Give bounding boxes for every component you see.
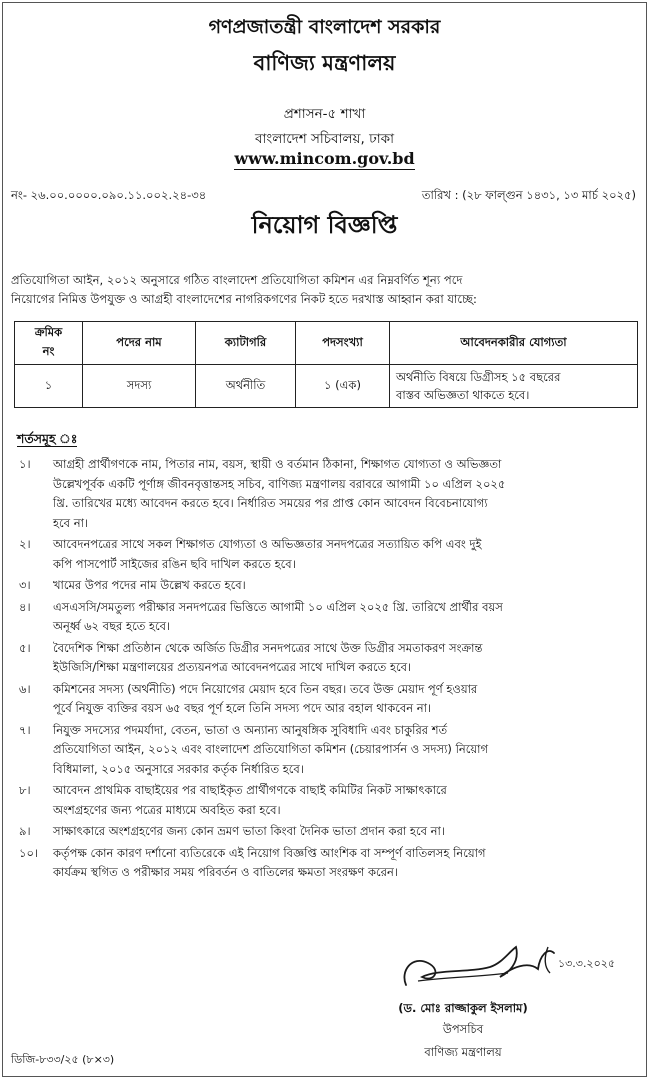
condition-text-line: আগ্রহী প্রার্থীগণকে নাম, পিতার নাম, বয়স, স্থায়ী ও বর্তমান ঠিকানা, শিক্ষাগত যোগ্যতা ও অভিজ্ঞতা (53, 457, 502, 471)
cell-post-name: সদস্য (83, 365, 196, 408)
conditions-list (3, 455, 648, 885)
condition-text-line: হবে না। (53, 515, 89, 530)
cell-category: অর্থনীতি (196, 365, 296, 408)
condition-item (3, 455, 648, 533)
condition-text-line: ইউজিসি/শিক্ষা মন্ত্রণালয়ের প্রত্যয়নপত্র আবেদনপত্রের সাথে দাখিল করতে হবে। (53, 660, 412, 674)
condition-text-line: বিধিমালা, ২০১৫ অনুসারে সরকার কর্তৃক নির্ধারিত হবে। (53, 761, 304, 776)
table-row (15, 365, 638, 408)
condition-text-line: কর্তৃপক্ষ কোন কারণ দর্শানো ব্যতিরেকে এই নিয়োগ বিজ্ঞপ্তি আংশিক বা সম্পূর্ণ বাতিলসহ নিয়োগ (53, 845, 486, 860)
header-category: ক্যাটাগরি (196, 322, 296, 365)
condition-text-line: কপি পাসপোর্ট সাইজের রঙিন ছবি দাখিল করতে হবে। (53, 556, 296, 571)
condition-text-line: উল্লেখপূর্বক একটি পূর্ণাঙ্গ জীবনবৃত্তান্তসহ সচিব, বাণিজ্য মন্ত্রণালয় বরাবরে আগামী ১০ এপ্রিল ২০২৫ (53, 476, 506, 491)
notice-title: নিয়োগ বিজ্ঞপ্তি (251, 211, 398, 239)
condition-text-line: খ্রি. তারিখের মধ্যে আবেদন করতে হবে। নির্ধারিত সময়ের পর প্রাপ্ত কোন আবেদন বিবেচনাযোগ্য (53, 496, 488, 510)
condition-item (3, 844, 648, 883)
condition-item (3, 822, 648, 842)
condition-number: ১। (19, 457, 31, 471)
header-serial: ক্রমিক নং (15, 322, 83, 365)
condition-text-line: কার্যক্রম স্থগিত ও পরীক্ষার সময় পরিবর্তন ও বাতিলের ক্ষমতা সংরক্ষণ করেন। (53, 865, 398, 879)
condition-item (3, 721, 648, 780)
condition-item (3, 576, 648, 596)
condition-text-line: অংশগ্রহণের জন্য পত্রের মাধ্যমে অবহিত করা হবে। (53, 802, 281, 817)
condition-text-line: পূর্বে নিযুক্ত ব্যক্তির বয়স ৬৫ বছর পূর্ণ হলে তিনি সদস্য পদে আর বহাল থাকবেন না। (53, 701, 432, 715)
condition-item (3, 781, 648, 820)
intro-line: নিয়োগের নিমিত্ত উপযুক্ত ও আগ্রহী বাংলাদেশের নাগরিকগণের নিকট হতে দরখাস্ত আহ্বান করা যাচ্ছে: (11, 292, 477, 306)
condition-text-line: আবেদন প্রাথমিক বাছাইয়ের পর বাছাইকৃত প্রার্থীগণকে বাছাই কমিটির নিকট সাক্ষাৎকারে (53, 783, 447, 797)
condition-item (3, 639, 648, 678)
condition-number: ৭। (19, 722, 31, 737)
intro-line: প্রতিযোগিতা আইন, ২০১২ অনুসারে গঠিত বাংলাদেশ প্রতিযোগিতা কমিশন এর নিম্নবর্ণিত শূন্য পদে (11, 273, 463, 287)
condition-text-line: এসএসসি/সমতুল্য পরীক্ষার সনদপত্রের ভিত্তিতে আগামী ১০ এপ্রিল ২০২৫ খ্রি. তারিখে প্রার্থীর বয়স (53, 599, 503, 614)
header-post-name: পদের নাম (83, 322, 196, 365)
condition-number: ৪। (19, 599, 31, 614)
signatory-designation: উপসচিব (442, 1022, 484, 1036)
condition-item (3, 680, 648, 719)
condition-text-line: সাক্ষাৎকারে অংশগ্রহণের জন্য কোন ভ্রমণ ভাতা কিংবা দৈনিক ভাতা প্রদান করা হবে না। (53, 824, 445, 838)
website-link[interactable] (3, 149, 646, 168)
ministry-title: বাণিজ্য মন্ত্রণালয় (253, 51, 396, 75)
notice-date: তারিখ : (২৮ ফাল্গুন ১৪৩১, ১৩ মার্চ ২০২৫) (421, 188, 636, 202)
cell-serial: ১ (15, 365, 83, 408)
footer-code: ডিজি-৮৩৩/২৫ (৮×৩) (11, 1053, 115, 1066)
cell-qualification: অর্থনীতি বিষয়ে ডিগ্রীসহ ১৫ বছরের বাস্তব অভিজ্ঞতা থাকতে হবে। (390, 365, 638, 408)
condition-number: ১০। (19, 845, 39, 860)
condition-number: ৩। (19, 578, 31, 592)
condition-text-line: বৈদেশিক শিক্ষা প্রতিষ্ঠান থেকে অর্জিত ডিগ্রীর সনদপত্রের সাথে উক্ত ডিগ্রীর সমতাকরণ সংক্রান্ত (53, 640, 483, 655)
section-name: প্রশাসন-৫ শাখা (283, 106, 366, 122)
condition-number: ৯। (19, 824, 31, 838)
notice-page (2, 2, 647, 1077)
condition-number: ৬। (19, 681, 31, 696)
conditions-heading: শর্তসমূহ ঃ (17, 431, 78, 446)
vacancy-table (14, 321, 638, 408)
signatory-name: (ড. মোঃ রাজ্জাকুল ইসলাম) (398, 1001, 528, 1015)
intro-paragraph (11, 271, 641, 309)
condition-text-line: কমিশনের সদস্য (অর্থনীতি) পদে নিয়োগের মেয়াদ হবে তিন বছর। তবে উক্ত মেয়াদ পূর্ণ হওয়ার (53, 681, 478, 696)
condition-text-line: প্রতিযোগিতা আইন, ২০১২ এবং বাংলাদেশ প্রতিযোগিতা কমিশন (চেয়ারপার্সন ও সদস্য) নিয়োগ (53, 742, 488, 756)
header-post-count: পদসংখ্যা (296, 322, 390, 365)
memo-number: নং- ২৬.০০.০০০০.০৯০.১১.০০২.২৪-৩৪ (11, 188, 207, 202)
condition-number: ২। (19, 537, 31, 551)
condition-text-line: নিযুক্ত সদস্যের পদমর্যাদা, বেতন, ভাতা ও অন্যান্য আনুষঙ্গিক সুবিধাদি এবং চাকুরির শর্ত (53, 722, 448, 737)
signature-date: ১৩.৩.২০২৫ (558, 957, 616, 970)
condition-text-line: খামের উপর পদের নাম উল্লেখ করতে হবে। (53, 578, 246, 592)
office-address: বাংলাদেশ সচিবালয়, ঢাকা (254, 131, 394, 147)
government-title: গণপ্রজাতন্ত্রী বাংলাদেশ সরকার (208, 16, 441, 38)
condition-number: ৮। (19, 783, 31, 797)
header-qualification: আবেদনকারীর যোগ্যতা (390, 322, 638, 365)
table-header-row (15, 322, 638, 365)
website-text[interactable]: www.mincom.gov.bd (234, 149, 415, 168)
condition-text-line: আবেদনপত্রের সাথে সকল শিক্ষাগত যোগ্যতা ও অভিজ্ঞতার সনদপত্রের সত্যায়িত কপি এবং দুই (53, 537, 482, 551)
condition-item (3, 598, 648, 637)
cell-post-count: ১ (এক) (296, 365, 390, 408)
signature-image (398, 933, 616, 997)
condition-text-line: অনূর্ধ্ব ৬২ বছর হতে হবে। (53, 619, 171, 633)
condition-number: ৫। (19, 640, 31, 655)
signatory-organization: বাণিজ্য মন্ত্রণালয় (424, 1045, 502, 1059)
condition-item (3, 535, 648, 574)
